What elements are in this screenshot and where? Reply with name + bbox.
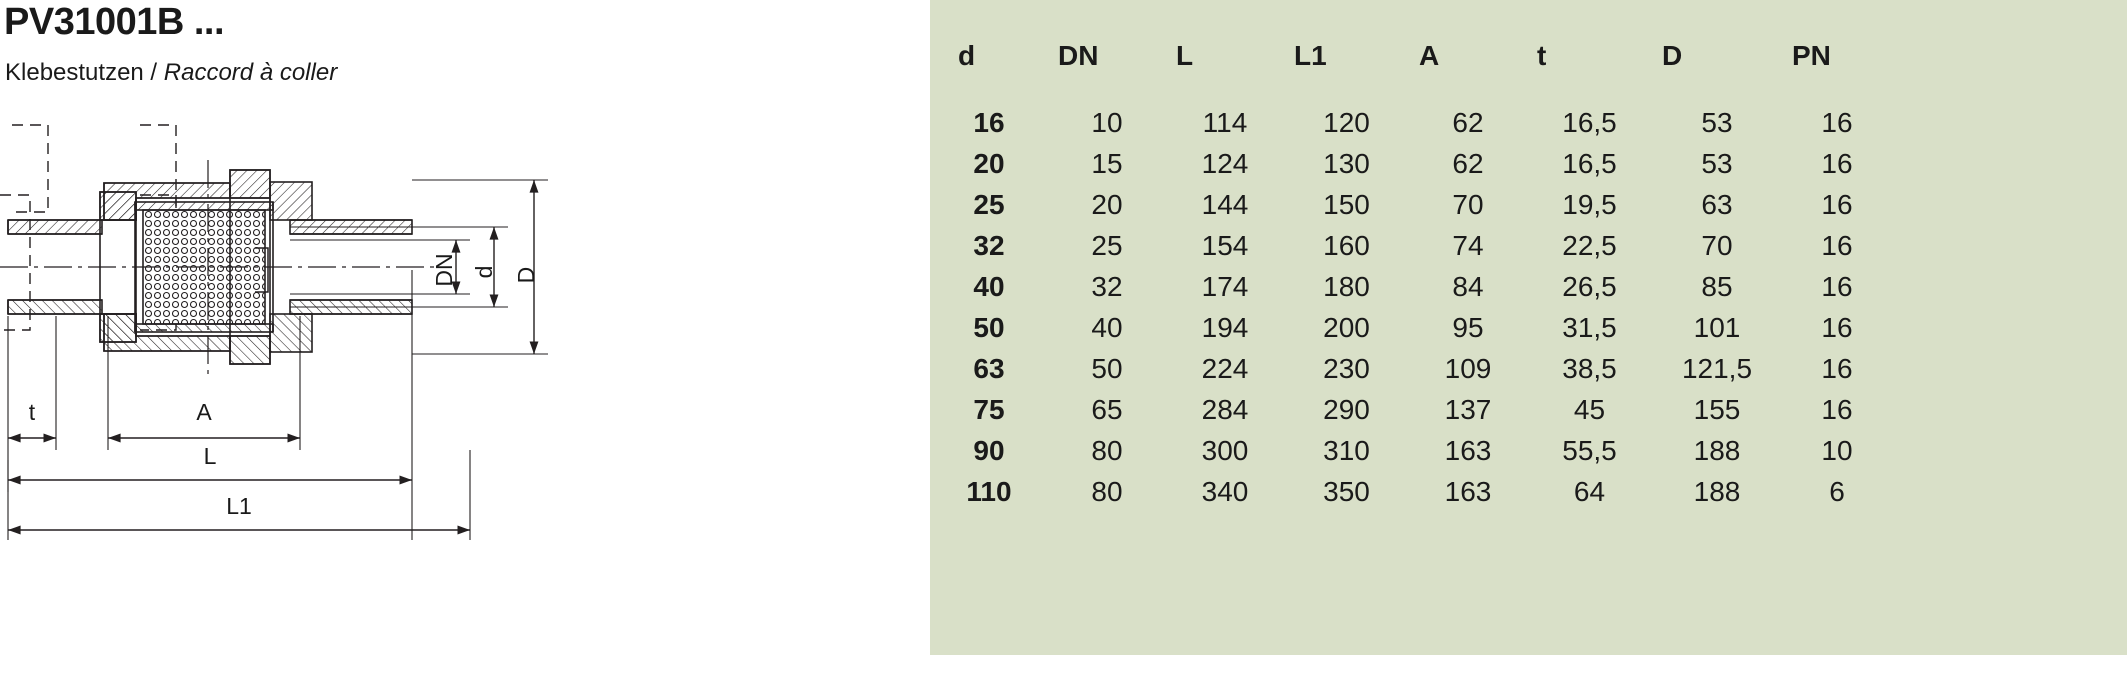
cell-l1: 230 [1323,352,1370,384]
cell-t: 16,5 [1562,147,1617,179]
page-subtitle [5,58,337,88]
cell-dn: 32 [1091,270,1123,302]
cell-a: 62 [1452,147,1484,179]
cell-l: 154 [1201,229,1249,261]
cell-pn: 16 [1821,393,1853,425]
cell-pn: 16 [1821,270,1853,302]
cell-pn: 16 [1821,229,1853,261]
label-L1: L1 [226,493,252,519]
cell-l1: 200 [1323,311,1370,343]
cell-d: 50 [973,311,1005,343]
label-L: L [203,443,217,469]
cell-d: 25 [973,188,1005,220]
cell-d-outer: 101 [1693,311,1741,343]
cell-d-outer: 53 [1701,106,1733,138]
table-row [930,471,1892,512]
cell-l1: 180 [1323,270,1370,302]
cell-l: 144 [1201,188,1249,220]
cell-l: 124 [1201,147,1249,179]
cell-dn: 65 [1091,393,1123,425]
cell-d: 110 [966,475,1012,507]
cell-d-outer: 53 [1701,147,1733,179]
cell-dn: 80 [1091,434,1123,466]
cell-l: 174 [1201,270,1249,302]
cell-d-outer: 121,5 [1681,352,1753,384]
table-row [930,184,1892,225]
subtitle-german: Klebestutzen / [5,59,158,86]
cell-l: 224 [1201,352,1249,384]
cell-t: 31,5 [1562,311,1617,343]
cell-d: 32 [973,229,1005,261]
cell-a: 109 [1444,352,1492,384]
cell-dn: 20 [1091,188,1123,220]
cell-d-outer: 85 [1701,270,1733,302]
cell-t: 22,5 [1562,229,1617,261]
cell-d-outer: 188 [1693,434,1741,466]
cell-dn: 40 [1091,311,1123,343]
cell-t: 45 [1573,393,1606,425]
cell-d: 16 [973,106,1005,138]
table-row [930,307,1892,348]
label-D: D [513,266,539,284]
table-body [930,78,1892,512]
page-title: PV31001B ... [4,1,225,43]
cell-l1: 120 [1323,106,1370,138]
cell-pn: 16 [1821,352,1853,384]
table-row [930,78,1892,143]
label-A: A [196,399,212,425]
cell-t: 16,5 [1562,106,1617,138]
column-header-pn: PN [1792,40,1831,71]
cell-a: 74 [1452,229,1484,261]
label-d: d [471,265,497,279]
cell-d-outer: 63 [1701,188,1733,220]
table-row [930,225,1892,266]
cell-a: 137 [1444,393,1492,425]
column-header-a: A [1419,40,1440,71]
cell-a: 70 [1452,188,1484,220]
cell-a: 62 [1452,106,1484,138]
column-header-t: t [1537,40,1547,71]
cell-l1: 310 [1323,434,1370,466]
cell-l: 300 [1201,434,1249,466]
table-row [930,430,1892,471]
column-header-d-outer: D [1662,40,1683,71]
cell-dn: 50 [1091,352,1123,384]
cell-dn: 80 [1091,475,1123,507]
column-header-l: L [1176,40,1194,71]
table-row [930,389,1892,430]
table-row [930,143,1892,184]
dimension-table-panel [930,0,2127,655]
cell-d: 75 [973,393,1005,425]
cell-d: 40 [973,270,1005,302]
cell-l1: 130 [1323,147,1370,179]
cell-pn: 10 [1821,434,1853,466]
cell-l1: 350 [1323,475,1370,507]
subtitle-french: Raccord à coller [163,59,338,86]
technical-drawing [0,120,600,677]
column-header-l1: L1 [1294,40,1327,71]
cell-dn: 10 [1091,106,1123,138]
cell-l1: 160 [1323,229,1370,261]
cell-l1: 290 [1323,393,1370,425]
cell-pn: 16 [1821,188,1853,220]
cell-l: 340 [1201,475,1249,507]
cell-d: 90 [973,434,1005,466]
left-column [0,0,930,677]
column-header-dn: DN [1058,40,1099,71]
cell-a: 95 [1452,311,1484,343]
column-header-d: d [958,40,976,71]
cell-l1: 150 [1323,188,1370,220]
table-row [930,348,1892,389]
cell-d: 63 [973,352,1005,384]
cell-a: 163 [1444,475,1492,507]
cell-pn: 16 [1821,147,1853,179]
cell-d-outer: 188 [1693,475,1741,507]
cell-d: 20 [973,147,1005,179]
cell-dn: 25 [1091,229,1123,261]
cell-l: 194 [1201,311,1249,343]
table-header-row [930,0,1892,78]
table-row [930,266,1892,307]
cell-t: 64 [1573,475,1606,507]
dimension-table [930,0,1892,512]
cell-dn: 15 [1091,147,1123,179]
label-t: t [28,399,36,425]
cell-t: 38,5 [1562,352,1617,384]
label-DN: DN [431,253,457,287]
cell-pn: 16 [1821,106,1853,138]
cell-pn: 16 [1821,311,1853,343]
cell-a: 84 [1452,270,1484,302]
cell-t: 19,5 [1562,188,1617,220]
cell-pn: 6 [1829,475,1845,507]
cell-t: 26,5 [1562,270,1617,302]
cell-l: 114 [1202,106,1248,138]
cell-t: 55,5 [1562,434,1617,466]
cell-d-outer: 70 [1701,229,1733,261]
cell-l: 284 [1201,393,1249,425]
cell-d-outer: 155 [1693,393,1741,425]
cell-a: 163 [1444,434,1492,466]
